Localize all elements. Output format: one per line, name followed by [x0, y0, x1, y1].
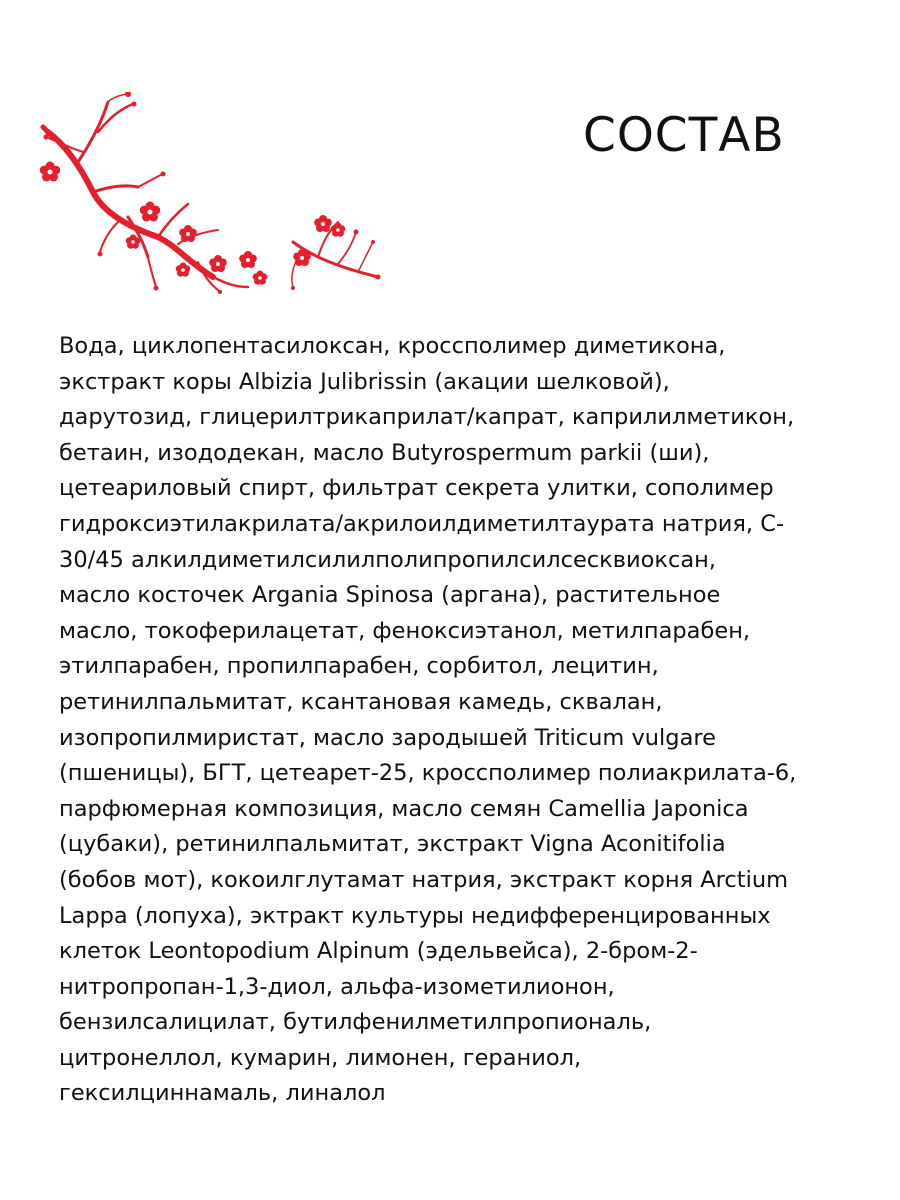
ingredients-line: масло, токоферилацетат, феноксиэтанол, метилпарабен,	[59, 617, 751, 644]
ingredients-line: (бобов мот), кокоилглутамат натрия, экстракт корня Arctium	[59, 866, 789, 893]
page-title: СОСТАВ	[583, 108, 785, 163]
ingredients-line: изопропилмиристат, масло зародышей Triticum vulgare	[59, 724, 716, 751]
ingredients-line: дарутозид, глицерилтрикаприлат/капрат, каприлилметикон,	[59, 404, 795, 431]
ingredients-line: экстракт коры Albizia Julibrissin (акации шелковой),	[59, 368, 670, 395]
ingredients-line: ретинилпальмитат, ксантановая камедь, сквалан,	[59, 688, 663, 715]
ingredients-line: цетеариловый спирт, фильтрат секрета улитки, сополимер	[59, 475, 774, 502]
ingredients-text	[59, 329, 849, 1112]
ingredients-line: гексилциннамаль, линалол	[59, 1080, 386, 1107]
ingredients-line: бетаин, изододекан, масло Butyrospermum parkii (ши),	[59, 439, 710, 466]
ingredients-line: гидроксиэтилакрилата/акрилоилдиметилтаурата натрия, С-	[59, 510, 785, 537]
ingredients-line: Lappa (лопуха), эктракт культуры недифференцированных	[59, 902, 771, 929]
ingredients-line: (цубаки), ретинилпальмитат, экстракт Vigna Aconitifolia	[59, 831, 726, 858]
ingredients-line: Вода, циклопентасилоксан, кроссполимер диметикона,	[59, 333, 726, 359]
ingredients-line: масло косточек Argania Spinosa (аргана), растительное	[59, 582, 721, 609]
ingredients-line: клеток Leontopodium Alpinum (эдельвейса), 2-бром-2-	[59, 938, 698, 965]
ingredients-line: нитропропан-1,3-диол, альфа-изометилионон,	[59, 973, 615, 1000]
ingredients-line: цитронеллол, кумарин, лимонен, гераниол,	[59, 1044, 582, 1071]
cherry-blossom-branch-icon	[38, 92, 388, 302]
ingredients-line: этилпарабен, пропилпарабен, сорбитол, лецитин,	[59, 653, 659, 680]
ingredients-line: парфюмерная композиция, масло семян Camellia Japonica	[59, 795, 749, 822]
ingredients-line: бензилсалицилат, бутилфенилметилпропиональ,	[59, 1009, 652, 1036]
ingredients-line: 30/45 алкилдиметилсилилполипропилсилсесквиоксан,	[59, 546, 717, 573]
ingredients-line: (пшеницы), БГТ, цетеарет-25, кроссполимер полиакрилата-6,	[59, 760, 797, 787]
